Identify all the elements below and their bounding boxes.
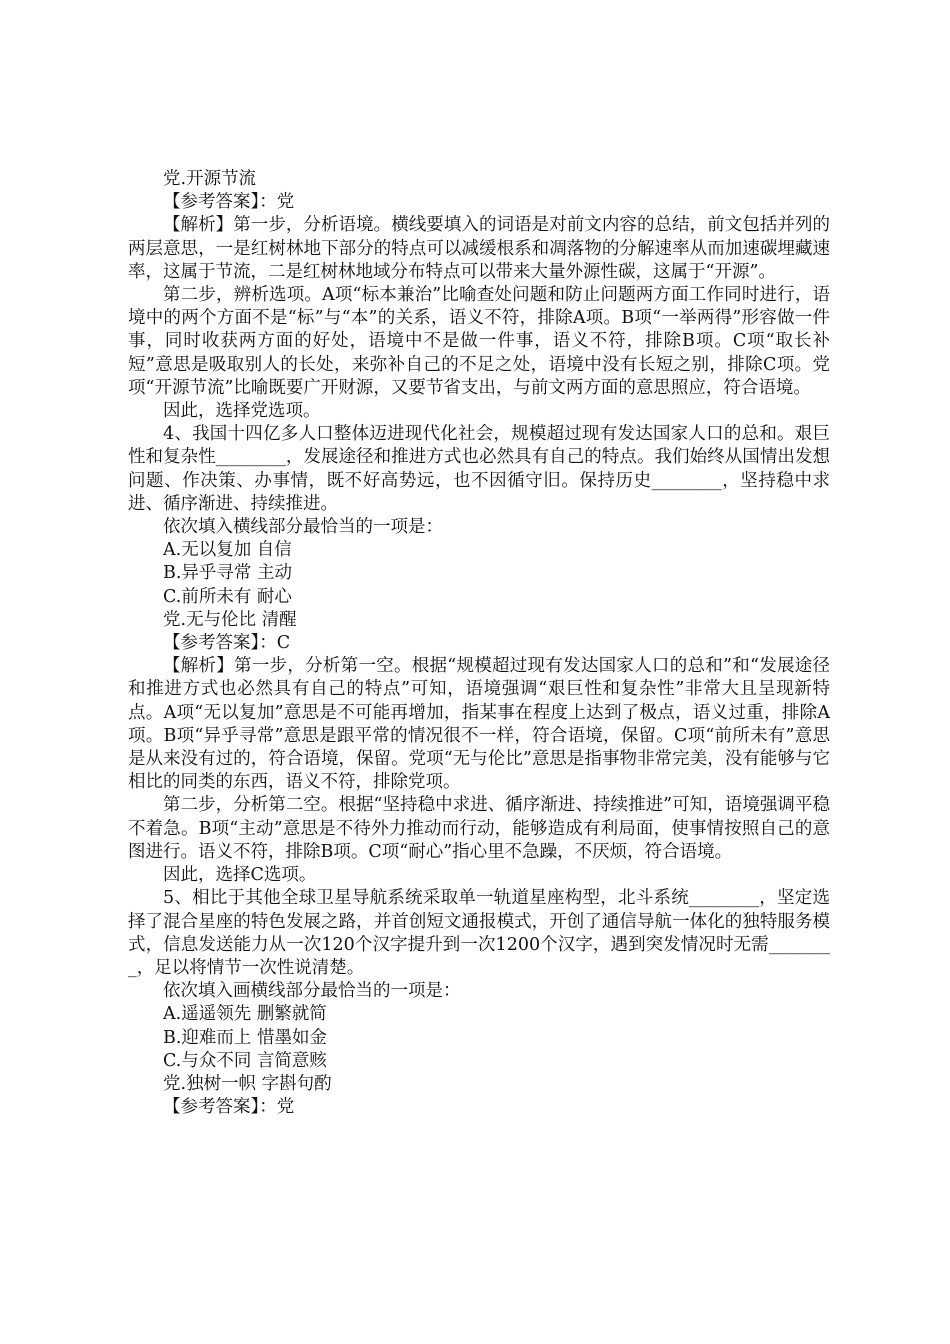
reference-answer: 【参考答案】：党 [163, 192, 295, 213]
question-5-option-b: B.迎难而上 惜墨如金 [163, 1027, 327, 1048]
question-5-prompt: 依次填入画横线部分最恰当的一项是： [163, 981, 461, 1002]
question-4-prompt: 依次填入横线部分最恰当的一项是： [163, 517, 443, 538]
analysis-paragraph: 【解析】第一步，分析语境。横线要填入的词语是对前文内容的总结，前文包括并列的两层意思，一是红树林地下部分的特点可以减缓根系和凋落物的分解速率从而加速碳埋藏速率，这属于节流，二是红树林地域分布特点可以带来大量外源性碳，这属于“开源”。 [128, 215, 830, 282]
question-5-option-c: C.与众不同 言简意赅 [163, 1050, 327, 1071]
question-4-stem: 4、我国十四亿多人口整体迈进现代化社会，规模超过现有发达国家人口的总和。艰巨性和复杂性________，发展途径和推进方式也必然具有自己的特点。我们始终从国情出发想问题、作决策、办事情，既不好高势远，也不因循守旧。保持历史________，坚持稳中求进、循序渐进、持续推进。 [128, 424, 830, 514]
question-4-option-d: 党.无与伦比 清醒 [163, 609, 297, 630]
question-4-option-a: A.无以复加 自信 [163, 540, 292, 561]
question-4-analysis: 【解析】第一步，分析第一空。根据“规模超过现有发达国家人口的总和”和“发展途径和推进方式也必然具有自己的特点”可知，语境强调“艰巨性和复杂性”非常大且呈现新特点。A项“无以复加”意思是不可能再增加，指某事在程度上达到了极点，语义过重，排除A项。B项“异乎寻常”意思是跟平常的情况很不一样，符合语境，保留。C项“前所未有”意思是从来没有过的，符合语境，保留。党项“无与伦比”意思是指事物非常完美，没有能够与它相比的同类的东西，语义不符，排除党项。 [128, 656, 830, 793]
conclusion-paragraph: 因此，选择党选项。 [163, 401, 321, 422]
question-5-stem: 5、相比于其他全球卫星导航系统采取单一轨道星座构型，北斗系统________，坚定选择了混合星座的特色发展之路，并首创短文通报模式，开创了通信导航一体化的独特服务模式，信息发送能力从一次120个汉字提升到一次1200个汉字，遇到突发情况时无需________，足以将情节一次性说清楚。 [128, 888, 830, 978]
question-5-option-d: 党.独树一帜 字斟句酌 [163, 1073, 332, 1094]
document-body [128, 168, 830, 1119]
question-5-reference-answer: 【参考答案】：党 [163, 1097, 295, 1118]
question-4-analysis: 第二步，分析第二空。根据“坚持稳中求进、循序渐进、持续推进”可知，语境强调平稳不着急。B项“主动”意思是不待外力推动而行动，能够造成有利局面，使事情按照自己的意图进行。语义不符，排除B项。C项“耐心”指心里不急躁，不厌烦，符合语境。 [128, 795, 830, 862]
question-4-option-c: C.前所未有 耐心 [163, 586, 292, 607]
question-4-reference-answer: 【参考答案】：C [163, 633, 291, 654]
question-4-conclusion: 因此，选择C选项。 [163, 865, 317, 886]
question-5-option-a: A.遥遥领先 删繁就简 [163, 1004, 327, 1025]
analysis-paragraph: 第二步，辨析选项。A项“标本兼治”比喻查处问题和防止问题两方面工作同时进行，语境中的两个方面不是“标”与“本”的关系，语义不符，排除A项。B项“一举两得”形容做一件事，同时收获两方面的好处，语境中不是做一件事，语义不符，排除B项。C项“取长补短”意思是吸取别人的长处，来弥补自己的不足之处，语境中没有长短之别，排除C项。党项“开源节流”比喻既要广开财源，又要节省支出，与前文两方面的意思照应，符合语境。 [128, 285, 830, 398]
question-4-option-b: B.异乎寻常 主动 [163, 563, 292, 584]
option-d-line: 党.开源节流 [163, 169, 257, 189]
